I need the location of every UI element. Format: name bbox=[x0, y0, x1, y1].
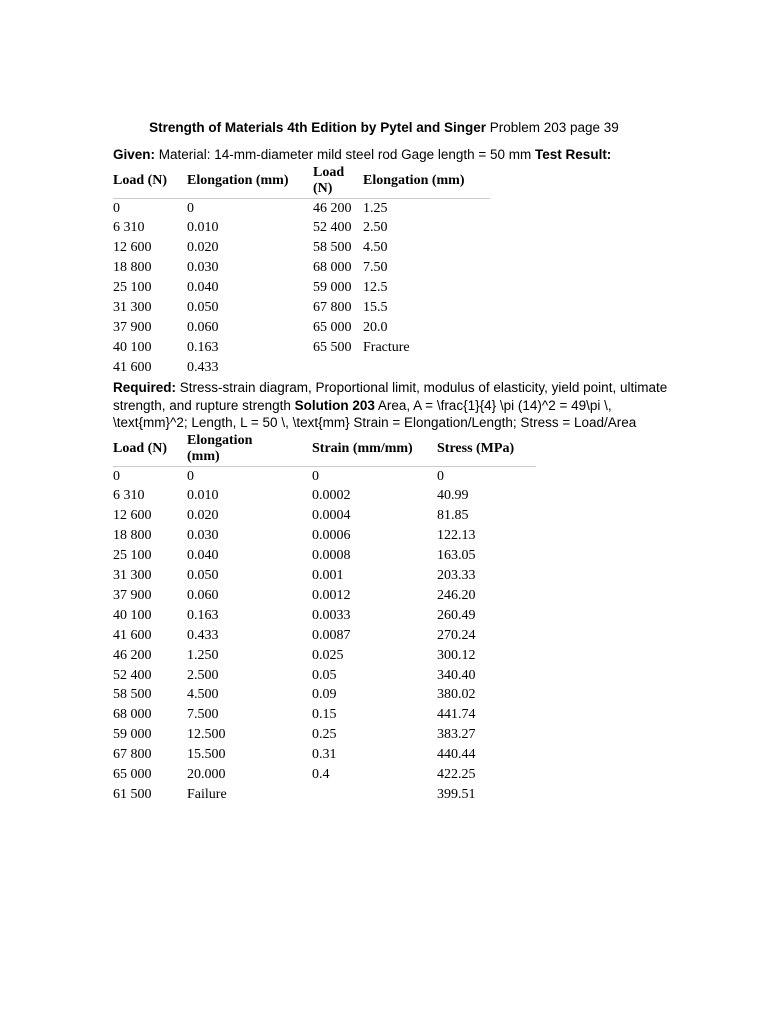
table-cell: 58 500 bbox=[113, 687, 152, 703]
table-cell: 0.025 bbox=[312, 647, 344, 663]
test-result-label: Test Result: bbox=[535, 147, 612, 162]
table-row bbox=[113, 705, 536, 725]
header-stress: Stress (MPa) bbox=[437, 432, 536, 466]
header-elongation: Elongation (mm) bbox=[187, 432, 312, 466]
table-row bbox=[113, 238, 490, 258]
header-elongation-2: Elongation (mm) bbox=[363, 164, 490, 198]
table-row bbox=[113, 358, 490, 378]
table-cell: 0.0087 bbox=[312, 627, 351, 643]
table-cell: 31 300 bbox=[113, 300, 152, 316]
table-cell: 0.433 bbox=[187, 627, 219, 643]
table-row bbox=[113, 198, 490, 218]
table-cell bbox=[312, 785, 437, 805]
table-cell: 52 400 bbox=[113, 667, 152, 683]
table-row bbox=[113, 506, 536, 526]
given-text: Material: 14-mm-diameter mild steel rod Gage length = 50 mm bbox=[155, 147, 536, 162]
solution-label: Solution 203 bbox=[294, 397, 375, 413]
table-header-row bbox=[113, 432, 536, 466]
table-cell: 46 200 bbox=[313, 200, 352, 216]
table-row bbox=[113, 785, 536, 805]
title-rest: Problem 203 page 39 bbox=[485, 120, 619, 135]
header-load: Load (N) bbox=[113, 164, 187, 198]
table-cell: 441.74 bbox=[437, 707, 476, 723]
table-cell: 0.030 bbox=[187, 528, 219, 544]
table-cell: 12 600 bbox=[113, 240, 152, 256]
table-cell: 380.02 bbox=[437, 687, 476, 703]
table-row bbox=[113, 685, 536, 705]
table-row bbox=[113, 526, 536, 546]
header-elongation: Elongation (mm) bbox=[187, 164, 313, 198]
table-cell: 18 800 bbox=[113, 260, 152, 276]
table-cell: 37 900 bbox=[113, 587, 152, 603]
table-cell: 0.0004 bbox=[312, 508, 351, 524]
table-cell: 25 100 bbox=[113, 280, 152, 296]
table-cell: 68 000 bbox=[113, 707, 152, 723]
table-cell: 46 200 bbox=[113, 647, 152, 663]
table-cell: 52 400 bbox=[313, 220, 352, 236]
table-cell: 65 000 bbox=[313, 319, 352, 335]
table-cell: 0.050 bbox=[187, 568, 219, 584]
table-row bbox=[113, 466, 536, 486]
table-cell: 0.040 bbox=[187, 280, 219, 296]
given-label: Given: bbox=[113, 147, 156, 162]
table1-body bbox=[113, 198, 490, 378]
table-cell: 0.060 bbox=[187, 587, 219, 603]
table-cell: 0 bbox=[437, 468, 444, 484]
table-cell: 7.50 bbox=[363, 260, 388, 276]
solution-text: Area, A = \frac{1}{4} \pi (14)^2 = 49\pi \, \text{mm}^2; Length, L = 50 \, \text{mm} Strain = Elongation/Length; Stress = Load/Area bbox=[113, 397, 637, 430]
table-row bbox=[113, 218, 490, 238]
table-cell: 68 000 bbox=[313, 260, 352, 276]
table-cell: 0.0002 bbox=[312, 488, 351, 504]
header-strain: Strain (mm/mm) bbox=[312, 432, 437, 466]
table-header-row bbox=[113, 164, 490, 198]
table-cell: 15.500 bbox=[187, 747, 226, 763]
table-cell: 0 bbox=[187, 200, 194, 216]
table-row bbox=[113, 566, 536, 586]
given-paragraph bbox=[113, 146, 673, 164]
table-cell: 0 bbox=[113, 200, 120, 216]
table-row bbox=[113, 258, 490, 278]
table-row bbox=[113, 725, 536, 745]
table-cell: 4.500 bbox=[187, 687, 219, 703]
table-cell: 440.44 bbox=[437, 747, 476, 763]
table-cell: 0.030 bbox=[187, 260, 219, 276]
table-cell: 61 500 bbox=[113, 787, 152, 802]
table-cell: 0.0012 bbox=[312, 587, 351, 603]
table-cell bbox=[363, 358, 490, 378]
table-cell: Failure bbox=[187, 787, 227, 802]
table-cell: 20.000 bbox=[187, 767, 226, 783]
table-row bbox=[113, 745, 536, 765]
table-cell: 12 600 bbox=[113, 508, 152, 524]
table-row bbox=[113, 646, 536, 666]
table-cell: 12.500 bbox=[187, 727, 226, 743]
required-paragraph bbox=[113, 379, 673, 432]
table-row bbox=[113, 626, 536, 646]
required-label: Required: bbox=[113, 380, 177, 395]
table-row bbox=[113, 765, 536, 785]
table-cell: 0.163 bbox=[187, 339, 219, 355]
table-cell: 25 100 bbox=[113, 548, 152, 564]
table-cell: 15.5 bbox=[363, 300, 388, 316]
table-cell: 40.99 bbox=[437, 488, 469, 504]
header-load-2: Load (N) bbox=[313, 164, 363, 198]
table-cell: 122.13 bbox=[437, 528, 476, 544]
table-row bbox=[113, 606, 536, 626]
table-cell: 4.50 bbox=[363, 240, 388, 256]
table-cell: 0.020 bbox=[187, 240, 219, 256]
table-cell: 81.85 bbox=[437, 508, 469, 524]
table-cell: 0.25 bbox=[312, 727, 337, 743]
table-cell: 0.09 bbox=[312, 687, 337, 703]
table-cell: 0.0008 bbox=[312, 548, 351, 564]
table-row bbox=[113, 338, 490, 358]
document-title bbox=[0, 119, 768, 137]
table-cell: 300.12 bbox=[437, 647, 476, 663]
solution-table bbox=[113, 432, 536, 805]
header-load: Load (N) bbox=[113, 432, 187, 466]
table-row bbox=[113, 666, 536, 686]
table-cell: 163.05 bbox=[437, 548, 476, 564]
table-row bbox=[113, 586, 536, 606]
table-cell: 65 500 bbox=[313, 339, 352, 355]
table-cell: 2.50 bbox=[363, 220, 388, 236]
table-cell: 270.24 bbox=[437, 627, 476, 643]
test-result-table bbox=[113, 164, 490, 378]
table-cell: 0.020 bbox=[187, 508, 219, 524]
table-cell: 41 600 bbox=[113, 627, 152, 643]
table-cell: 6 310 bbox=[113, 220, 145, 236]
table-row bbox=[113, 298, 490, 318]
table-cell: 6 310 bbox=[113, 488, 145, 504]
table2-body bbox=[113, 466, 536, 805]
table-cell: 7.500 bbox=[187, 707, 219, 723]
table-cell: 67 800 bbox=[313, 300, 352, 316]
table-cell: 0.05 bbox=[312, 667, 337, 683]
table-cell: 0.040 bbox=[187, 548, 219, 564]
table-cell: 0.010 bbox=[187, 488, 219, 504]
table-cell: 0.060 bbox=[187, 319, 219, 335]
table-cell: 0.010 bbox=[187, 220, 219, 236]
table-cell: 260.49 bbox=[437, 607, 476, 623]
table-cell bbox=[313, 358, 363, 378]
table-cell: 383.27 bbox=[437, 727, 476, 743]
table-row bbox=[113, 278, 490, 298]
table-cell: 203.33 bbox=[437, 568, 476, 584]
table-cell: 41 600 bbox=[113, 359, 152, 375]
table-cell: 37 900 bbox=[113, 319, 152, 335]
table-cell: 2.500 bbox=[187, 667, 219, 683]
table-cell: 0.433 bbox=[187, 359, 219, 375]
table-cell: 40 100 bbox=[113, 607, 152, 623]
table-cell: 0 bbox=[113, 468, 120, 484]
table-cell: 0 bbox=[187, 468, 194, 484]
table-cell: 246.20 bbox=[437, 587, 476, 603]
table-cell: 399.51 bbox=[437, 787, 476, 802]
table-cell: 0.001 bbox=[312, 568, 344, 584]
table-row bbox=[113, 318, 490, 338]
table-cell: 31 300 bbox=[113, 568, 152, 584]
table-cell: 422.25 bbox=[437, 767, 476, 783]
title-bold: Strength of Materials 4th Edition by Pytel and Singer bbox=[149, 120, 486, 135]
table-cell: 65 000 bbox=[113, 767, 152, 783]
table-cell: 0.0033 bbox=[312, 607, 351, 623]
table-cell: 40 100 bbox=[113, 339, 152, 355]
table-cell: 340.40 bbox=[437, 667, 476, 683]
table-cell: 0.050 bbox=[187, 300, 219, 316]
table-cell: 1.25 bbox=[363, 200, 388, 216]
table-cell: 0.4 bbox=[312, 767, 330, 783]
table-cell: Fracture bbox=[363, 339, 410, 355]
required-text: Stress-strain diagram, Proportional limit, modulus of elasticity, yield point, ultimate strength, and rupture strength bbox=[113, 380, 668, 413]
table-cell: 0.163 bbox=[187, 607, 219, 623]
table-row bbox=[113, 546, 536, 566]
table-cell: 1.250 bbox=[187, 647, 219, 663]
table-cell: 67 800 bbox=[113, 747, 152, 763]
table-cell: 20.0 bbox=[363, 319, 388, 335]
table-cell: 58 500 bbox=[313, 240, 352, 256]
table-cell: 0.31 bbox=[312, 747, 337, 763]
table-cell: 0.15 bbox=[312, 707, 337, 723]
table-cell: 0.0006 bbox=[312, 528, 351, 544]
table-cell: 18 800 bbox=[113, 528, 152, 544]
table-cell: 59 000 bbox=[113, 727, 152, 743]
table-cell: 59 000 bbox=[313, 280, 352, 296]
table-cell: 0 bbox=[312, 468, 319, 484]
table-cell: 12.5 bbox=[363, 280, 388, 296]
table-row bbox=[113, 486, 536, 506]
